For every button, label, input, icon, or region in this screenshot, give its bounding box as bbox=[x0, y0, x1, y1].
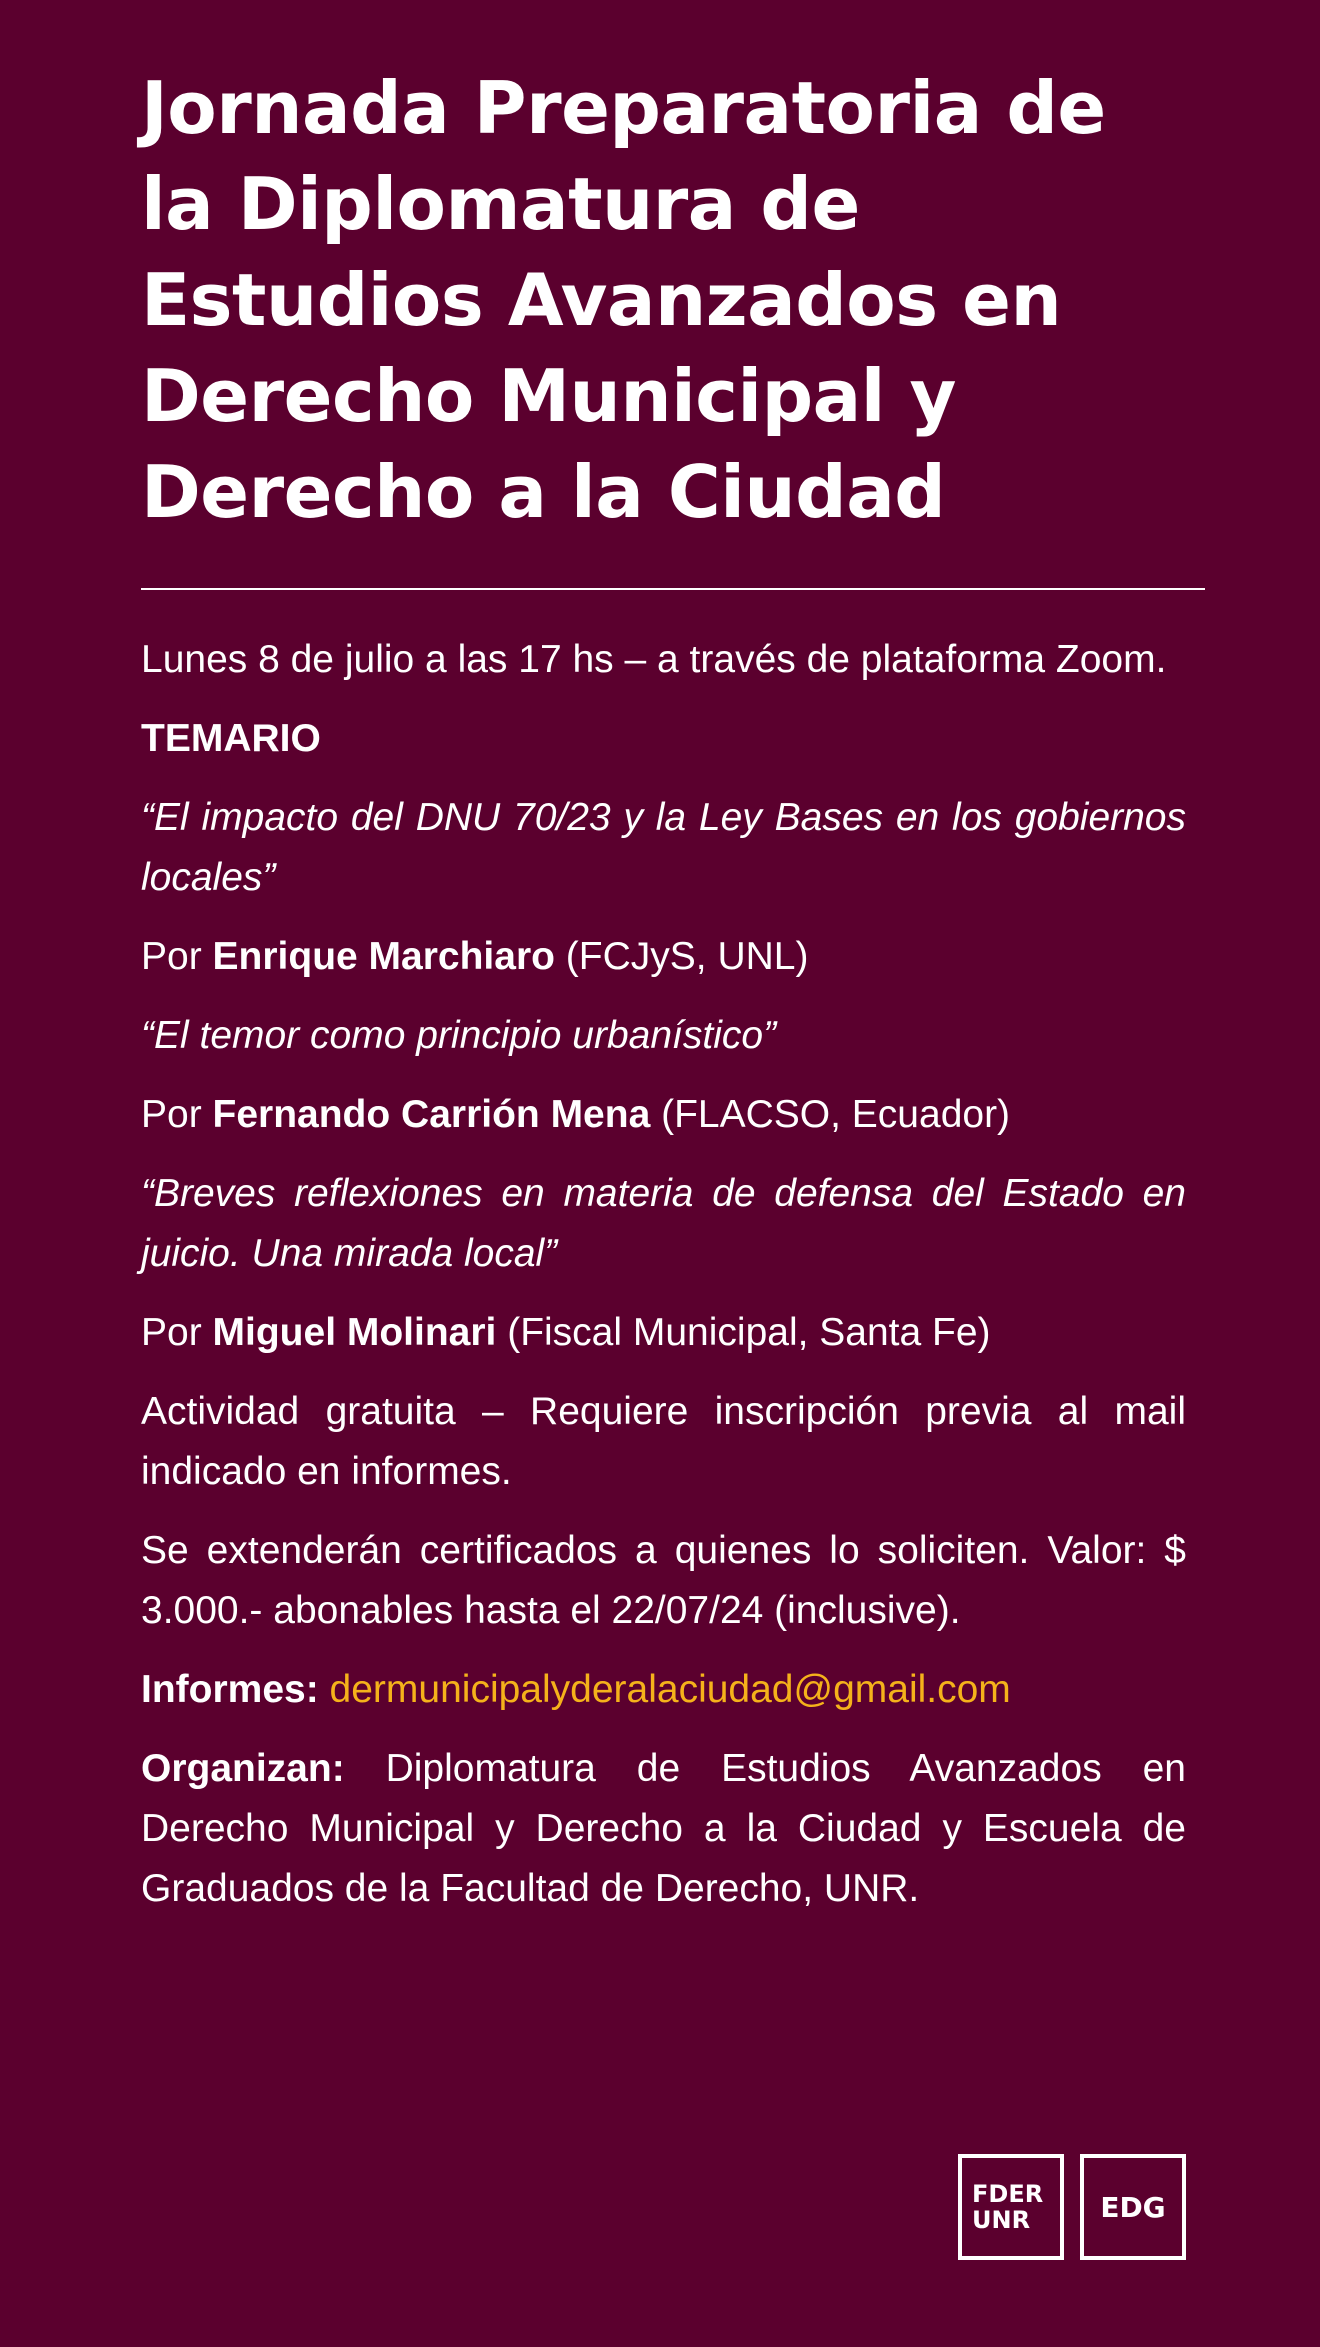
fder-logo-line1: FDER bbox=[972, 2180, 1044, 2208]
certificates-note: Se extenderán certificados a quienes lo soliciten. Valor: $ 3.000.- abonables hasta el 22/07/24 (inclusive). bbox=[141, 1529, 1186, 1632]
informes-label: Informes: bbox=[141, 1668, 319, 1711]
organizan-line bbox=[141, 1739, 1186, 1919]
talk-topic-1: “El impacto del DNU 70/23 y la Ley Bases en los gobiernos locales” bbox=[141, 796, 1186, 899]
speaker-name: Enrique Marchiaro bbox=[212, 935, 555, 978]
talk-speaker-line-1 bbox=[141, 927, 1186, 987]
edg-logo-text: EDG bbox=[1100, 2190, 1166, 2224]
talk-topic-3: “Breves reflexiones en materia de defensa del Estado en juicio. Una mirada local” bbox=[141, 1172, 1186, 1275]
speaker-affiliation: (Fiscal Municipal, Santa Fe) bbox=[496, 1311, 991, 1354]
temario-heading: TEMARIO bbox=[141, 717, 321, 760]
page-title: Jornada Preparatoria de la Diplomatura de Estudios Avanzados en Derecho Municipal y Derecho a la Ciudad bbox=[141, 66, 1106, 534]
logos bbox=[958, 2154, 1186, 2260]
by-label: Por bbox=[141, 935, 213, 978]
flyer-content bbox=[141, 60, 1186, 1938]
talk-speaker-line-3 bbox=[141, 1303, 1186, 1363]
edg-logo bbox=[1080, 2154, 1186, 2260]
speaker-affiliation: (FLACSO, Ecuador) bbox=[650, 1093, 1011, 1136]
organizan-label: Organizan: bbox=[141, 1747, 345, 1790]
fder-logo-line2: UNR bbox=[972, 2206, 1031, 2234]
by-label: Por bbox=[141, 1093, 213, 1136]
speaker-affiliation: (FCJyS, UNL) bbox=[554, 935, 809, 978]
by-label: Por bbox=[141, 1311, 213, 1354]
informes-line bbox=[141, 1660, 1186, 1720]
fder-unr-logo bbox=[958, 2154, 1064, 2260]
talk-speaker-line-2 bbox=[141, 1085, 1186, 1145]
divider bbox=[141, 588, 1205, 590]
contact-email-link[interactable]: dermunicipalyderalaciudad@gmail.com bbox=[329, 1668, 1011, 1711]
free-activity-note: Actividad gratuita – Requiere inscripción previa al mail indicado en informes. bbox=[141, 1390, 1186, 1493]
speaker-name: Fernando Carrión Mena bbox=[212, 1093, 651, 1136]
date-line: Lunes 8 de julio a las 17 hs – a través de plataforma Zoom. bbox=[141, 638, 1167, 681]
talk-topic-2: “El temor como principio urbanístico” bbox=[141, 1014, 777, 1057]
organizan-text: Diplomatura de Estudios Avanzados en Derecho Municipal y Derecho a la Ciudad y Escuela de Graduados de la Facultad de Derecho, UNR. bbox=[141, 1747, 1186, 1910]
speaker-name: Miguel Molinari bbox=[212, 1311, 497, 1354]
